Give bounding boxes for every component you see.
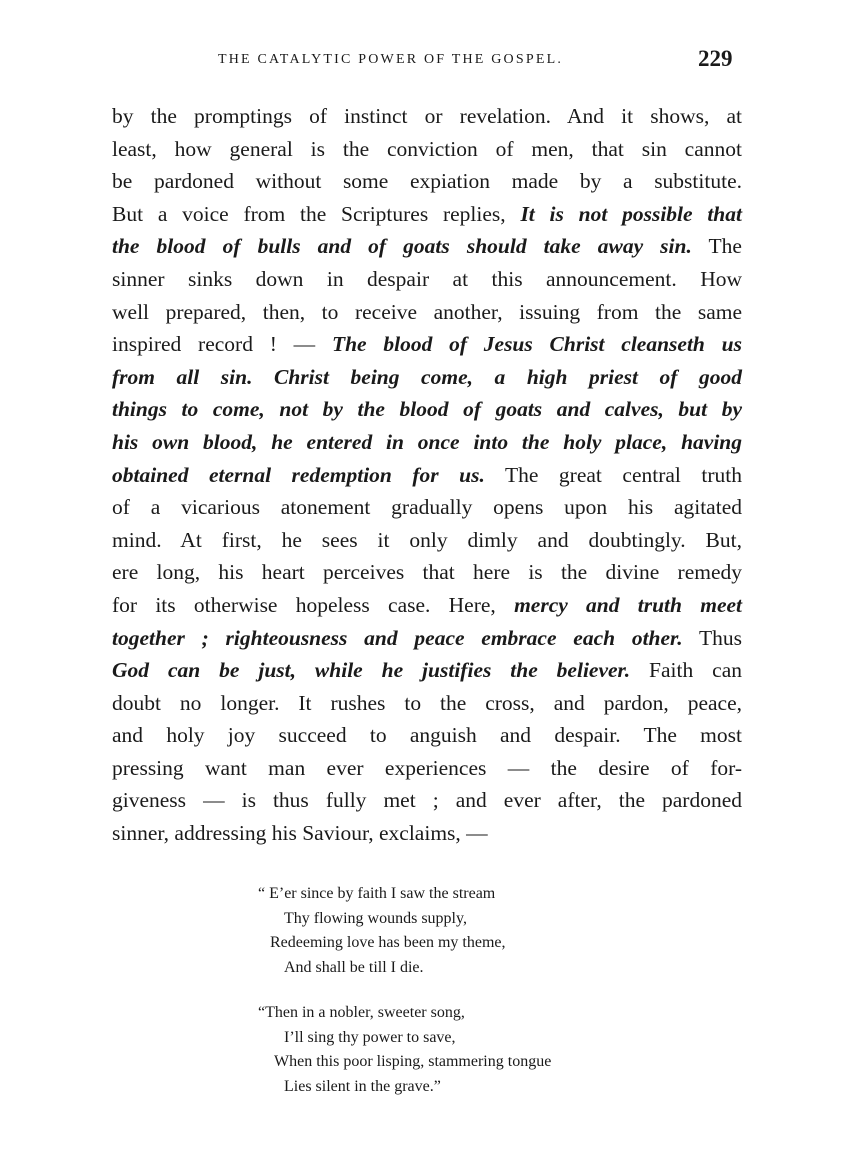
italic-quote: his own blood, he entered in once into the holy place, having: [112, 429, 742, 454]
text-line: [112, 654, 742, 687]
text-line: doubt no longer. It rushes to the cross, and pardon, peace,: [112, 690, 742, 715]
text-line: sinner, addressing his Saviour, exclaims, —: [112, 821, 488, 846]
text-line: sinner sinks down in despair at this announcement. How: [112, 266, 742, 291]
italic-quote: The blood of Jesus Christ cleanseth us: [331, 332, 742, 357]
italic-quote: from all sin. Christ being come, a high priest of good: [112, 364, 742, 389]
text-line: by the promptings of instinct or revelation. And it shows, at: [112, 104, 742, 128]
hymn-quotation: [258, 882, 678, 1120]
text-line: [112, 459, 742, 492]
italic-quote: the blood of bulls and of goats should take away sin.: [112, 234, 692, 259]
italic-quote: together ; righteousness and peace embrace each other.: [112, 625, 683, 650]
poem-stanza: [258, 1001, 678, 1099]
text-segment: The: [708, 234, 742, 259]
text-line: least, how general is the conviction of men, that sin cannot: [112, 136, 742, 161]
text-line: [112, 198, 742, 231]
text-line: [112, 328, 742, 361]
text-line: of a vicarious atonement gradually opens upon his agitated: [112, 495, 742, 520]
running-head: [0, 48, 850, 76]
body-paragraph: [112, 100, 742, 850]
text-segment: Thus: [699, 625, 742, 650]
italic-quote: obtained eternal redemption for us.: [112, 462, 485, 487]
running-title: THE CATALYTIC POWER OF THE GOSPEL.: [218, 52, 564, 67]
verse-line: Redeeming love has been my theme,: [270, 934, 506, 951]
text-segment: Faith can: [649, 658, 743, 683]
verse-line: Lies silent in the grave.”: [284, 1077, 441, 1095]
text-segment: inspired record ! —: [112, 332, 316, 357]
italic-quote: God can be just, while he justifies the believer.: [112, 658, 631, 683]
text-line: [112, 426, 742, 459]
text-line: mind. At first, he sees it only dimly and doubtingly. But,: [112, 527, 742, 552]
verse-line: I’ll sing thy power to save,: [284, 1028, 456, 1046]
text-line: pressing want man ever experiences — the desire of for-: [112, 755, 742, 780]
verse-line: And shall be till I die.: [284, 958, 424, 976]
text-line: be pardoned without some expiation made by a substitute.: [112, 169, 742, 194]
text-line: giveness — is thus fully met ; and ever after, the pardoned: [112, 788, 742, 813]
text-line: [112, 393, 742, 426]
text-line: [112, 361, 742, 394]
verse-line: Thy flowing wounds supply,: [284, 909, 467, 927]
text-line: [112, 589, 742, 622]
text-line: and holy joy succeed to anguish and despair. The most: [112, 723, 742, 748]
poem-stanza: [258, 882, 678, 980]
text-line: [112, 230, 742, 263]
italic-quote: It is not possible that: [520, 201, 742, 226]
italic-quote: mercy and truth meet: [514, 592, 743, 617]
page-number: 229: [698, 46, 733, 71]
text-line: ere long, his heart perceives that here is the divine remedy: [112, 560, 742, 585]
text-line: [112, 622, 742, 655]
verse-line: When this poor lisping, stammering tongue: [274, 1053, 552, 1070]
text-segment: The great central truth: [505, 462, 742, 487]
verse-line: “ E’er since by faith I saw the stream: [258, 885, 496, 902]
verse-line: “Then in a nobler, sweeter song,: [258, 1004, 465, 1021]
text-line: well prepared, then, to receive another, issuing from the same: [112, 299, 742, 324]
text-segment: But a voice from the Scriptures replies,: [112, 201, 506, 226]
italic-quote: things to come, not by the blood of goats and calves, but by: [112, 397, 742, 422]
text-segment: for its otherwise hopeless case. Here,: [112, 592, 496, 617]
